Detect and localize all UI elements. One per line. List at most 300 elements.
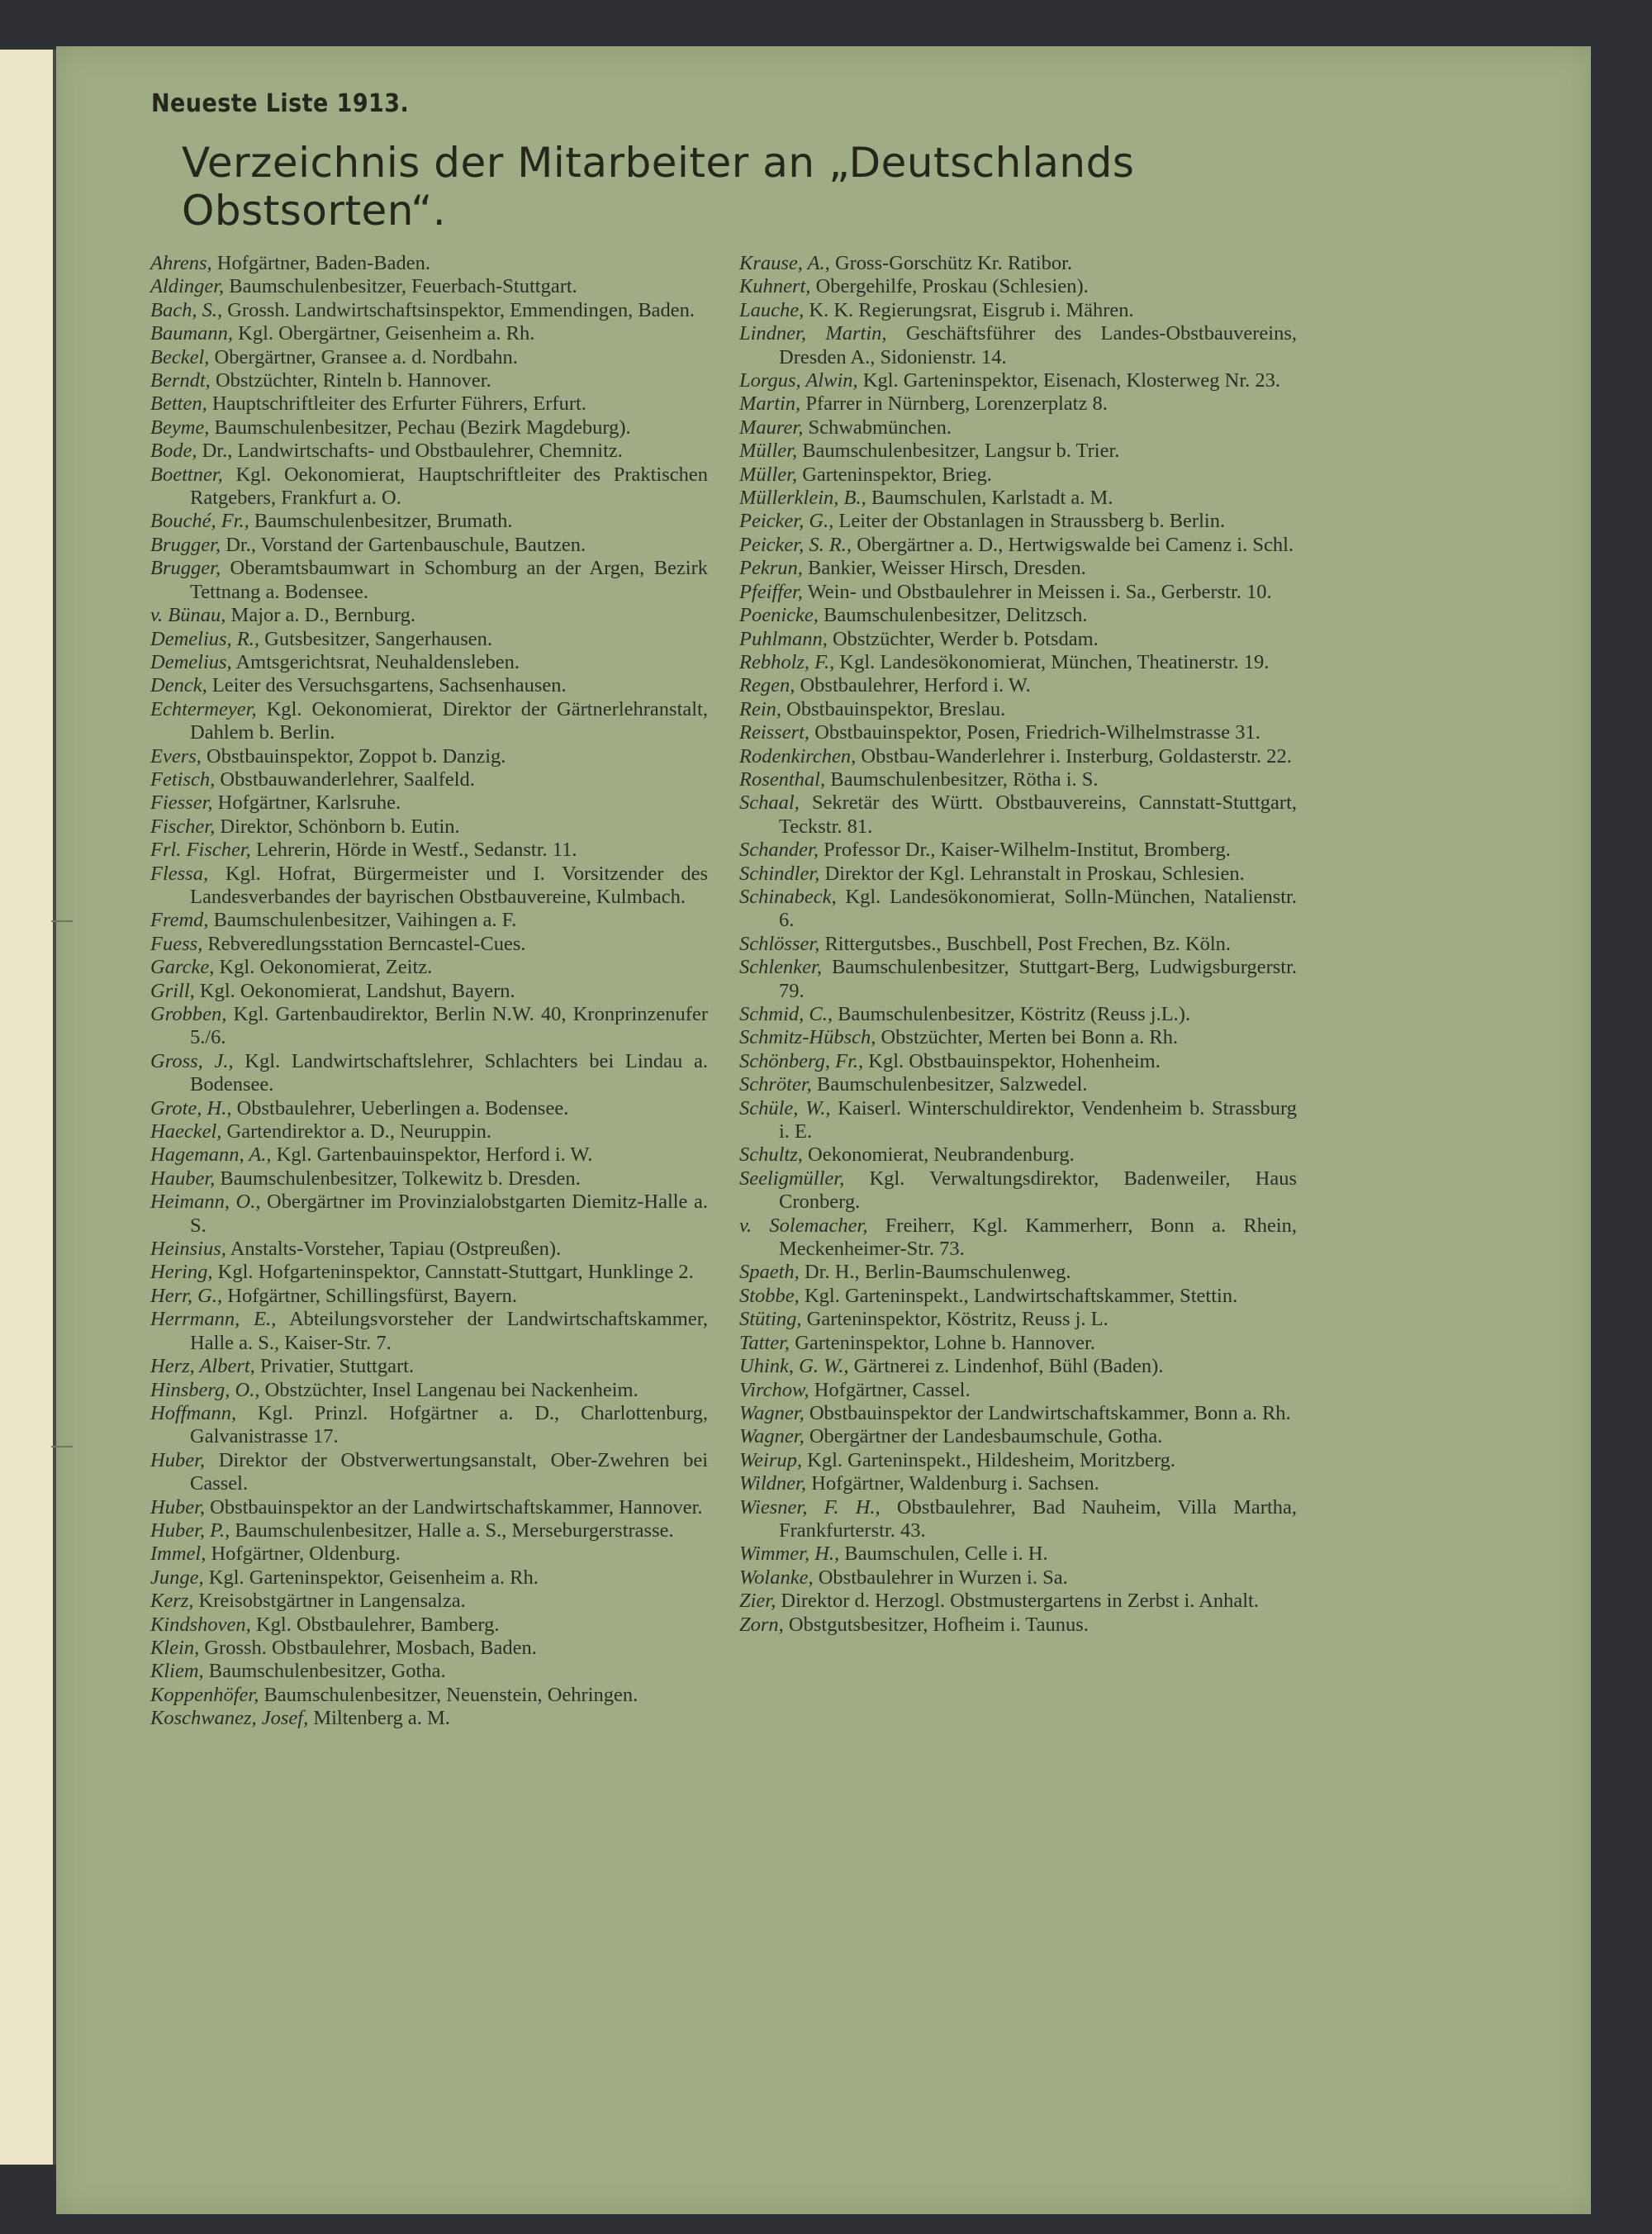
entry-details: Kgl. Landwirtschaftslehrer, Schlachters bei Lindau a. Bodensee.: [190, 1049, 709, 1096]
entry-name: Schaal,: [739, 791, 800, 815]
directory-entry: [150, 369, 708, 392]
directory-entry: [150, 698, 708, 745]
entry-name: Hoffmann,: [150, 1401, 237, 1424]
directory-entry: [739, 863, 1297, 886]
entry-details: Baumschulenbesitzer, Salzwedel.: [816, 1073, 1088, 1096]
directory-entry: [739, 463, 1297, 487]
entry-name: Fremd,: [150, 909, 209, 932]
entry-details: Obergehilfe, Proskau (Schlesien).: [815, 275, 1089, 298]
entry-details: Abteilungsvorsteher der Landwirtschaftskammer, Halle a. S., Kaiser-Str. 7.: [190, 1308, 709, 1354]
entry-details: Kgl. Garteninspekt., Hildesheim, Moritzberg.: [807, 1448, 1176, 1471]
directory-entry: [739, 1097, 1297, 1144]
entry-name: Huber, P.,: [150, 1519, 230, 1542]
entry-details: Obstbauinspektor, Breslau.: [786, 697, 1006, 720]
entry-name: Herrmann, E.,: [150, 1308, 277, 1331]
directory-entry: [150, 1707, 708, 1730]
entry-name: Müllerklein, B.,: [739, 487, 866, 510]
entry-details: Rittergutsbes., Buschbell, Post Frechen, Bz. Köln.: [824, 932, 1232, 955]
directory-entry: [150, 839, 708, 862]
entry-name: Bach, S.,: [150, 298, 223, 321]
directory-entry: [739, 1143, 1297, 1167]
entry-name: Pekrun,: [739, 557, 803, 580]
directory-entry: [739, 1167, 1297, 1214]
directory-entry: [739, 745, 1297, 768]
entry-details: Kgl. Garteninspekt., Landwirtschaftskammer, Stettin.: [804, 1284, 1238, 1307]
entry-name: Grobben,: [150, 1003, 227, 1025]
entry-details: Kgl. Obstbauinspektor, Hohenheim.: [868, 1049, 1161, 1072]
directory-entry: [150, 909, 708, 932]
directory-entry: [150, 1496, 708, 1519]
entry-name: Fuess,: [150, 932, 203, 955]
directory-entry: [739, 1496, 1297, 1543]
entry-details: Gartendirektor a. D., Neuruppin.: [226, 1120, 491, 1143]
margin-mark: [51, 920, 73, 922]
directory-entry: [739, 721, 1297, 744]
entry-name: Herr, G.,: [150, 1284, 223, 1307]
directory-entry: [150, 1449, 708, 1496]
entry-name: Baumann,: [150, 322, 234, 345]
entry-name: Denck,: [150, 674, 207, 697]
entry-details: Kgl. Landesökonomierat, München, Theatinerstr. 19.: [839, 650, 1270, 673]
entry-details: Baumschulen, Karlstadt a. M.: [871, 487, 1113, 510]
entry-name: Pfeiffer,: [739, 580, 803, 603]
directory-entry: [739, 1355, 1297, 1378]
entry-details: Kgl. Hofrat, Bürgermeister und I. Vorsitzender des Landesverbandes der bayrischen Obstbauvereine, Kulmbach.: [190, 862, 708, 908]
entry-name: Virchow,: [739, 1378, 809, 1401]
entry-details: Obergärtner im Provinzialobstgarten Diemitz-Halle a. S.: [190, 1191, 709, 1237]
entry-name: Huber,: [150, 1495, 206, 1519]
entry-details: Major a. D., Bernburg.: [230, 604, 415, 627]
directory-entry: [150, 1355, 708, 1378]
entry-name: Kerz,: [150, 1590, 194, 1613]
entry-name: Wolanke,: [739, 1566, 814, 1589]
directory-entry: [739, 1614, 1297, 1637]
entry-name: Grote, H.,: [150, 1096, 232, 1119]
directory-entry: [150, 1308, 708, 1355]
entry-name: Tatter,: [739, 1331, 790, 1354]
entry-details: Baumschulenbesitzer, Pechau (Bezirk Magdeburg).: [214, 416, 631, 439]
directory-entry: [150, 346, 708, 369]
entry-details: Dr., Landwirtschafts- und Obstbaulehrer, Chemnitz.: [202, 440, 623, 463]
directory-entry: [739, 1590, 1297, 1613]
directory-entry: [739, 628, 1297, 651]
entry-name: Lauche,: [739, 298, 805, 321]
directory-entry: [150, 1519, 708, 1542]
entry-name: Schlenker,: [739, 956, 822, 979]
directory-entry: [739, 275, 1297, 298]
entry-details: Baumschulenbesitzer, Halle a. S., Merseburgerstrasse.: [235, 1519, 674, 1542]
directory-entry: [739, 440, 1297, 463]
entry-name: Brugger,: [150, 533, 221, 556]
entry-details: Rebveredlungsstation Berncastel-Cues.: [207, 932, 526, 955]
entry-name: Immel,: [150, 1542, 206, 1566]
entry-details: Hofgärtner, Waldenburg i. Sachsen.: [811, 1472, 1099, 1495]
entry-details: Kgl. Oekonomierat, Zeitz.: [219, 956, 433, 979]
entry-name: Junge,: [150, 1566, 204, 1589]
entry-details: Hofgärtner, Baden-Baden.: [216, 252, 430, 274]
directory-entry: [150, 1402, 708, 1449]
entry-details: Obstbau-Wanderlehrer i. Insterburg, Goldasterstr. 22.: [861, 744, 1292, 768]
entry-name: Ahrens,: [150, 252, 212, 274]
entry-name: Lorgus, Alwin,: [739, 369, 858, 392]
directory-entry: [739, 768, 1297, 791]
directory-entry: [150, 815, 708, 839]
entry-details: Kreisobstgärtner in Langensalza.: [198, 1590, 466, 1613]
entry-details: Hauptschriftleiter des Erfurter Führers, Erfurt.: [211, 392, 586, 416]
entry-name: Bode,: [150, 440, 197, 463]
directory-entry: [150, 674, 708, 697]
entry-details: Obstbaulehrer, Bad Nauheim, Villa Martha, Frankfurterstr. 43.: [779, 1495, 1298, 1542]
directory-entry: [150, 1590, 708, 1613]
entry-details: Grossh. Landwirtschaftsinspektor, Emmendingen, Baden.: [227, 298, 695, 321]
entry-details: Geschäftsführer des Landes-Obstbauvereins, Dresden A., Sidonienstr. 14.: [779, 322, 1297, 368]
directory-entry: [739, 933, 1297, 956]
directory-entry: [739, 557, 1297, 580]
directory-entry: [739, 604, 1297, 627]
entry-name: Flessa,: [150, 862, 209, 885]
entry-details: Kgl. Garteninspektor, Eisenach, Klosterweg Nr. 23.: [862, 369, 1280, 392]
entry-name: Spaeth,: [739, 1261, 800, 1284]
directory-entry: [150, 791, 708, 815]
entry-name: Wagner,: [739, 1401, 805, 1424]
entry-details: Professor Dr., Kaiser-Wilhelm-Institut, Bromberg.: [824, 839, 1231, 862]
entry-details: Wein- und Obstbaulehrer in Meissen i. Sa., Gerberstr. 10.: [807, 580, 1272, 603]
directory-entry: [150, 1191, 708, 1238]
entry-details: Privatier, Stuttgart.: [259, 1355, 415, 1378]
entry-name: Fischer,: [150, 815, 216, 838]
entry-details: Kgl. Hofgarteninspektor, Cannstatt-Stuttgart, Hunklinge 2.: [217, 1261, 694, 1284]
entry-name: Rosenthal,: [739, 768, 826, 791]
directory-entry: [739, 791, 1297, 839]
entry-name: Demelius,: [150, 650, 232, 673]
directory-entry: [739, 1449, 1297, 1472]
entry-name: Kuhnert,: [739, 275, 811, 298]
entry-details: Obstbauinspektor, Zoppot b. Danzig.: [206, 744, 506, 768]
entry-name: Wimmer, H.,: [739, 1542, 840, 1566]
directory-entry: [150, 1167, 708, 1191]
entry-details: Obergärtner, Gransee a. d. Nordbahn.: [214, 345, 518, 368]
entry-details: Dr. H., Berlin-Baumschulenweg.: [804, 1261, 1071, 1284]
directory-entry: [739, 1073, 1297, 1096]
entry-name: Bouché, Fr.,: [150, 510, 249, 533]
entry-details: Baumschulenbesitzer, Gotha.: [208, 1660, 446, 1683]
previous-page-edge: [0, 50, 55, 2165]
entry-name: Beckel,: [150, 345, 210, 368]
entry-name: Schultz,: [739, 1143, 803, 1167]
entry-details: Grossh. Obstbaulehrer, Mosbach, Baden.: [204, 1636, 537, 1659]
entry-details: Obstzüchter, Rinteln b. Hannover.: [215, 369, 491, 392]
entry-name: Schönberg, Fr.,: [739, 1049, 864, 1072]
entry-details: Oekonomierat, Neubrandenburg.: [808, 1143, 1075, 1167]
entry-name: Peicker, G.,: [739, 510, 834, 533]
directory-entry: [739, 1566, 1297, 1590]
entry-name: Brugger,: [150, 557, 221, 580]
directory-entry: [739, 1261, 1297, 1284]
entry-details: Baumschulenbesitzer, Langsur b. Trier.: [802, 440, 1120, 463]
entry-name: Schlösser,: [739, 932, 820, 955]
entry-name: Puhlmann,: [739, 627, 828, 650]
directory-entry: [739, 369, 1297, 392]
directory-entry: [150, 933, 708, 956]
entry-details: Obstbaulehrer, Herford i. W.: [800, 674, 1031, 697]
directory-entry: [739, 1026, 1297, 1049]
entry-details: Kgl. Verwaltungsdirektor, Badenweiler, Haus Cronberg.: [779, 1167, 1297, 1214]
entry-name: Echtermeyer,: [150, 697, 257, 720]
entry-name: Wiesner, F. H.,: [739, 1495, 881, 1519]
directory-entry: [150, 768, 708, 791]
entry-name: Kindshoven,: [150, 1613, 251, 1636]
entry-details: Kaiserl. Winterschuldirektor, Vendenheim b. Strassburg i. E.: [779, 1096, 1297, 1143]
entry-details: Lehrerin, Hörde in Westf., Sedanstr. 11.: [255, 839, 577, 862]
directory-entry: [739, 252, 1297, 275]
directory-entry: [150, 322, 708, 345]
entry-name: Seeligmüller,: [739, 1167, 845, 1190]
entry-details: Obstbauinspektor, Posen, Friedrich-Wilhelmstrasse 31.: [814, 721, 1260, 744]
directory-entry: [150, 1238, 708, 1261]
directory-entry: [150, 1120, 708, 1143]
directory-entry: [739, 299, 1297, 322]
directory-entry: [150, 557, 708, 604]
entry-name: Betten,: [150, 392, 207, 416]
entry-details: Obstzüchter, Merten bei Bonn a. Rh.: [881, 1026, 1179, 1049]
entry-details: Kgl. Obergärtner, Geisenheim a. Rh.: [238, 322, 535, 345]
entry-details: Direktor der Obstverwertungsanstalt, Ober-Zwehren bei Cassel.: [190, 1448, 708, 1495]
directory-entry: [739, 956, 1297, 1003]
entry-details: Baumschulenbesitzer, Stuttgart-Berg, Ludwigsburgerstr. 79.: [779, 956, 1298, 1002]
entry-details: Garteninspektor, Brieg.: [802, 463, 992, 486]
directory-entry: [739, 581, 1297, 604]
entry-details: Kgl. Oekonomierat, Landshut, Bayern.: [199, 979, 515, 1002]
directory-entry: [150, 440, 708, 463]
entry-name: Hauber,: [150, 1167, 216, 1190]
entry-details: Gärtnerei z. Lindenhof, Bühl (Baden).: [853, 1355, 1164, 1378]
directory-entry: [150, 1684, 708, 1707]
directory-entry: [150, 416, 708, 440]
directory-entry: [150, 1097, 708, 1120]
entry-details: Miltenberg a. M.: [313, 1707, 450, 1730]
directory-entry: [150, 463, 708, 511]
entry-name: Zier,: [739, 1590, 776, 1613]
entry-details: Kgl. Gartenbauinspektor, Herford i. W.: [276, 1143, 593, 1167]
directory-entry: [739, 1542, 1297, 1566]
entry-name: Rein,: [739, 697, 782, 720]
directory-entry: [150, 1143, 708, 1167]
directory-entry: [739, 1425, 1297, 1448]
entry-name: Müller,: [739, 440, 798, 463]
entry-details: Obstbauinspektor an der Landwirtschaftskammer, Hannover.: [210, 1495, 703, 1519]
entry-name: Boettner,: [150, 463, 223, 486]
entry-details: Direktor der Kgl. Lehranstalt in Proskau, Schlesien.: [824, 862, 1245, 885]
entry-details: Obstbaulehrer in Wurzen i. Sa.: [818, 1566, 1068, 1589]
list-label: Neueste Liste 1913.: [151, 89, 410, 118]
directory-entry: [739, 510, 1297, 533]
directory-entry: [150, 956, 708, 979]
directory-entry: [150, 392, 708, 416]
directory-entry: [150, 1660, 708, 1683]
directory-entry: [739, 1472, 1297, 1495]
directory-entry: [739, 698, 1297, 721]
entry-name: Hering,: [150, 1261, 213, 1284]
entry-details: Obstbauinspektor der Landwirtschaftskammer, Bonn a. Rh.: [809, 1401, 1291, 1424]
directory-entry: [150, 1566, 708, 1590]
entry-name: Berndt,: [150, 369, 211, 392]
entry-name: Maurer,: [739, 416, 804, 439]
directory-entry: [739, 392, 1297, 416]
entry-details: Baumschulenbesitzer, Delitzsch.: [824, 604, 1088, 627]
entry-name: Beyme,: [150, 416, 210, 439]
directory-entry: [739, 1003, 1297, 1026]
entry-details: Leiter der Obstanlagen in Straussberg b. Berlin.: [838, 510, 1226, 533]
entry-details: Garteninspektor, Lohne b. Hannover.: [795, 1331, 1095, 1354]
entry-name: Koschwanez, Josef,: [150, 1707, 309, 1730]
entry-name: Haeckel,: [150, 1120, 222, 1143]
directory-entry: [739, 1308, 1297, 1331]
entry-details: Baumschulenbesitzer, Rötha i. S.: [830, 768, 1099, 791]
entry-details: Oberamtsbaumwart in Schomburg an der Argen, Bezirk Tettnang a. Bodensee.: [190, 557, 709, 603]
directory-entry: [150, 275, 708, 298]
entry-details: Kgl. Gartenbaudirektor, Berlin N.W. 40, Kronprinzenufer 5./6.: [190, 1003, 708, 1049]
entry-name: Krause, A.,: [739, 252, 830, 274]
directory-entry: [150, 980, 708, 1003]
left-column: [150, 252, 708, 1731]
entry-name: Schüle, W.,: [739, 1096, 831, 1119]
entry-name: Rebholz, F.,: [739, 650, 835, 673]
margin-mark: [51, 1446, 73, 1447]
directory-entry: [739, 322, 1297, 369]
directory-entry: [150, 628, 708, 651]
directory-entry: [739, 487, 1297, 510]
entry-details: Anstalts-Vorsteher, Tapiau (Ostpreußen).: [230, 1238, 562, 1261]
entry-name: Garcke,: [150, 956, 215, 979]
entry-name: Wildner,: [739, 1472, 806, 1495]
entry-name: Kliem,: [150, 1660, 204, 1683]
entry-name: Schinabeck,: [739, 885, 837, 908]
entry-details: Garteninspektor, Köstritz, Reuss j. L.: [806, 1308, 1108, 1331]
entry-name: Wagner,: [739, 1425, 805, 1448]
entry-details: Hofgärtner, Cassel.: [814, 1378, 971, 1401]
entry-name: Reissert,: [739, 721, 810, 744]
entry-details: Hofgärtner, Karlsruhe.: [217, 791, 401, 815]
entry-name: Schmitz-Hübsch,: [739, 1026, 876, 1049]
directory-entry: [150, 534, 708, 557]
directory-entry: [739, 1285, 1297, 1308]
directory-entry: [739, 534, 1297, 557]
entry-details: Obergärtner der Landesbaumschule, Gotha.: [809, 1425, 1163, 1448]
entry-name: Schröter,: [739, 1073, 812, 1096]
entry-details: K. K. Regierungsrat, Eisgrub i. Mähren.: [809, 298, 1134, 321]
directory-entry: [739, 1379, 1297, 1402]
directory-entry: [739, 1332, 1297, 1355]
entry-details: Baumschulenbesitzer, Vaihingen a. F.: [213, 909, 517, 932]
entry-details: Obstzüchter, Werder b. Potsdam.: [832, 627, 1099, 650]
entry-name: Martin,: [739, 392, 801, 416]
entry-details: Dr., Vorstand der Gartenbauschule, Bautzen.: [225, 533, 586, 556]
directory-entry: [150, 299, 708, 322]
entry-details: Kgl. Oekonomierat, Hauptschriftleiter des Praktischen Ratgebers, Frankfurt a. O.: [190, 463, 709, 510]
entry-name: Huber,: [150, 1448, 206, 1471]
entry-name: Fiesser,: [150, 791, 213, 815]
directory-entry: [150, 1003, 708, 1050]
directory-entry: [150, 1542, 708, 1566]
entry-name: Poenicke,: [739, 604, 819, 627]
directory-entry: [739, 651, 1297, 674]
entry-details: Baumschulenbesitzer, Feuerbach-Stuttgart.: [229, 275, 577, 298]
entry-details: Baumschulenbesitzer, Köstritz (Reuss j.L.).: [838, 1003, 1191, 1025]
entry-name: Frl. Fischer,: [150, 839, 251, 862]
entry-name: Grill,: [150, 979, 195, 1002]
directory-entry: [739, 416, 1297, 440]
entry-details: Obergärtner a. D., Hertwigswalde bei Camenz i. Schl.: [857, 533, 1294, 556]
directory-entry: [150, 252, 708, 275]
directory-entry: [150, 1614, 708, 1637]
entry-details: Leiter des Versuchsgartens, Sachsenhausen.: [211, 674, 567, 697]
entry-name: Schindler,: [739, 862, 820, 885]
directory-entry: [150, 604, 708, 627]
entry-details: Baumschulenbesitzer, Tolkewitz b. Dresden.: [220, 1167, 581, 1190]
entry-details: Baumschulen, Celle i. H.: [844, 1542, 1048, 1566]
entry-name: v. Solemacher,: [739, 1214, 868, 1237]
page-title: Verzeichnis der Mitarbeiter an „Deutschlands Obstsorten“.: [182, 139, 1135, 235]
entry-details: Direktor, Schönborn b. Eutin.: [220, 815, 460, 838]
directory-entry: [150, 745, 708, 768]
entry-name: Stüting,: [739, 1308, 802, 1331]
entry-name: Uhink, G. W.,: [739, 1355, 849, 1378]
entry-details: Hofgärtner, Schillingsfürst, Bayern.: [227, 1284, 518, 1307]
entry-details: Kgl. Obstbaulehrer, Bamberg.: [255, 1613, 500, 1636]
entry-name: Stobbe,: [739, 1284, 800, 1307]
entry-details: Obstbauwanderlehrer, Saalfeld.: [220, 768, 475, 791]
entry-name: Schmid, C.,: [739, 1003, 833, 1025]
entry-details: Obstgutsbesitzer, Hofheim i. Taunus.: [788, 1613, 1089, 1636]
entry-name: Peicker, S. R.,: [739, 533, 852, 556]
directory-entry: [739, 1214, 1297, 1262]
directory-entry: [150, 1379, 708, 1402]
entry-details: Hofgärtner, Oldenburg.: [211, 1542, 401, 1566]
entry-details: Obstbaulehrer, Ueberlingen a. Bodensee.: [236, 1096, 569, 1119]
entry-details: Kgl. Prinzl. Hofgärtner a. D., Charlottenburg, Galvanistrasse 17.: [190, 1401, 709, 1448]
entry-details: Freiherr, Kgl. Kammerherr, Bonn a. Rhein, Meckenheimer-Str. 73.: [779, 1214, 1298, 1261]
entry-details: Kgl. Oekonomierat, Direktor der Gärtnerlehranstalt, Dahlem b. Berlin.: [190, 697, 708, 744]
entry-name: Evers,: [150, 744, 202, 768]
directory-entry: [150, 1285, 708, 1308]
entry-name: Klein,: [150, 1636, 200, 1659]
directory-entry: [150, 510, 708, 533]
entry-details: Baumschulenbesitzer, Brumath.: [254, 510, 513, 533]
entry-details: Schwabmünchen.: [808, 416, 952, 439]
entry-name: Heinsius,: [150, 1238, 226, 1261]
entry-name: Fetisch,: [150, 768, 216, 791]
entry-name: Heimann, O.,: [150, 1191, 261, 1214]
entry-details: Kgl. Landesökonomierat, Solln-München, Natalienstr. 6.: [779, 885, 1297, 932]
entry-name: Hagemann, A.,: [150, 1143, 272, 1167]
entry-details: Kgl. Garteninspektor, Geisenheim a. Rh.: [208, 1566, 539, 1589]
directory-entry: [150, 1261, 708, 1284]
entry-name: Herz, Albert,: [150, 1355, 255, 1378]
directory-entry: [150, 863, 708, 910]
directory-entry: [150, 1637, 708, 1660]
entry-name: Weirup,: [739, 1448, 803, 1471]
entry-details: Sekretär des Württ. Obstbauvereins, Cannstatt-Stuttgart, Teckstr. 81.: [779, 791, 1298, 838]
entry-name: Gross, J.,: [150, 1049, 234, 1072]
entry-name: Lindner, Martin,: [739, 322, 887, 345]
entry-name: Koppenhöfer,: [150, 1683, 259, 1706]
right-column: [739, 252, 1297, 1637]
entry-details: Gross-Gorschütz Kr. Ratibor.: [834, 252, 1073, 274]
entry-details: Gutsbesitzer, Sangerhausen.: [264, 627, 493, 650]
entry-details: Direktor d. Herzogl. Obstmustergartens in Zerbst i. Anhalt.: [781, 1590, 1259, 1613]
directory-entry: [739, 1402, 1297, 1425]
directory-entry: [150, 1050, 708, 1097]
